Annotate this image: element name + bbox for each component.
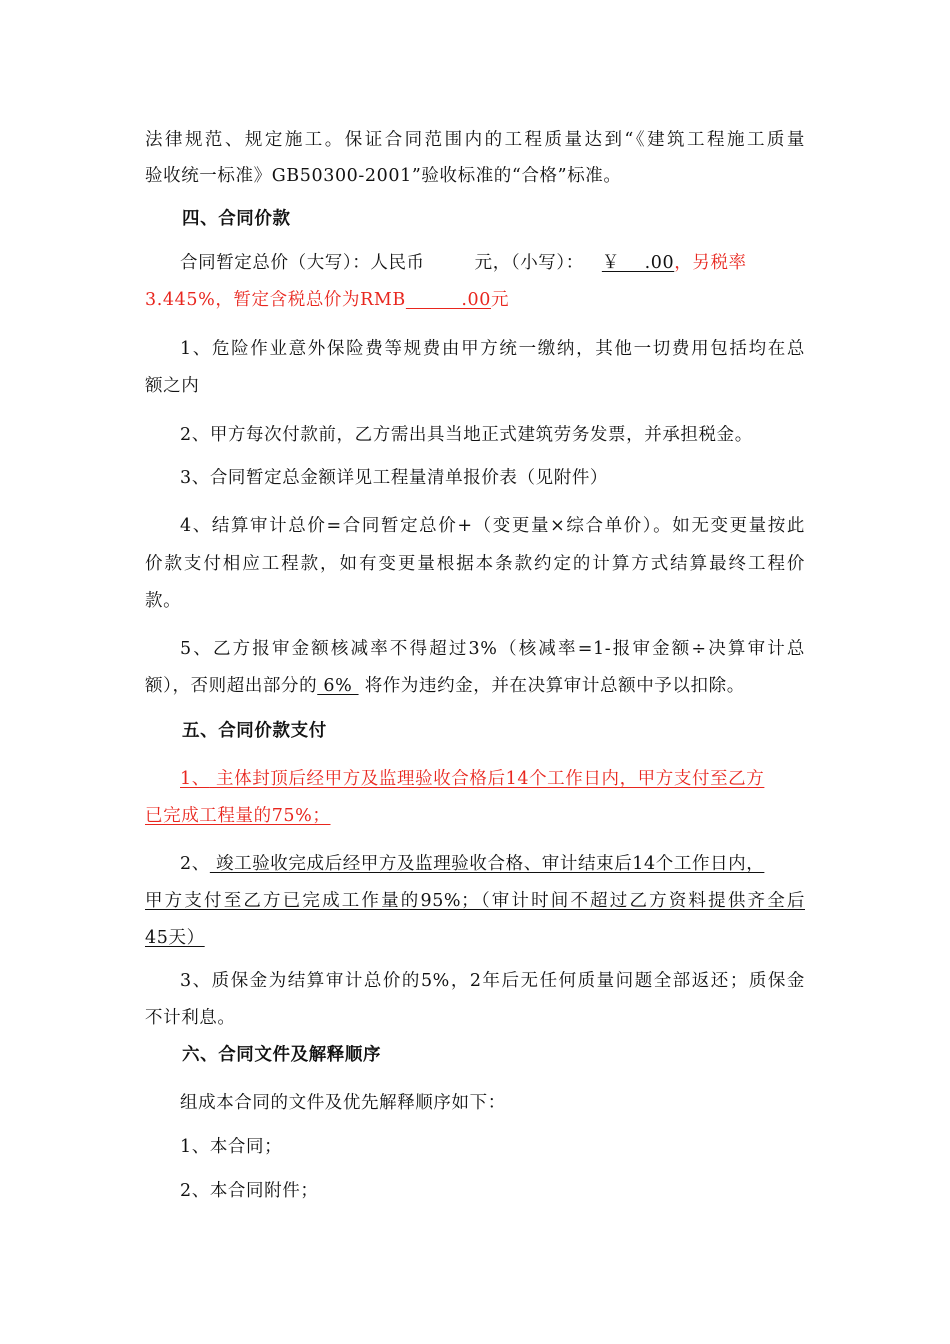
- penalty-text-b: 将作为违约金，并在决算审计总额中予以扣除。: [358, 676, 745, 696]
- tax-price-label: 3.445%，暂定含税总价为RMB: [145, 290, 406, 310]
- price-figure: ￥ .00: [601, 253, 675, 273]
- section-5-heading: 五、合同价款支付: [182, 721, 327, 741]
- s4-item-4-line-3: 款。: [145, 591, 182, 611]
- price-yuan-label: 元，（小写）：: [474, 253, 584, 273]
- contract-price-line: [180, 251, 805, 275]
- s4-item-2: 2、甲方每次付款前，乙方需出具当地正式建筑劳务发票，并承担税金。: [180, 425, 753, 445]
- section-4-heading: 四、合同价款: [182, 209, 291, 229]
- s5-item-2-text-3: 45天）: [145, 928, 205, 948]
- s5-item-1-text: 主体封顶后经甲方及监理验收合格后14个工作日内，甲方支付至乙方: [209, 769, 765, 789]
- s5-item-2-line-1: [180, 852, 805, 876]
- s4-item-3: 3、合同暂定总金额详见工程量清单报价表（见附件）: [180, 468, 609, 488]
- s4-item-1-line-1: 1、危险作业意外保险费等规费由甲方统一缴纳，其他一切费用包括均在总: [180, 339, 805, 359]
- s5-item-1-number: 1、: [180, 769, 210, 789]
- s5-item-2-line-3: [145, 926, 805, 950]
- intro-line-1: 法律规范、规定施工。保证合同范围内的工程质量达到“《建筑工程施工质量: [145, 130, 805, 150]
- s4-item-5-line-1: 5、乙方报审金额核减率不得超过3%（核减率=1-报审金额÷决算审计总: [180, 639, 805, 659]
- s5-item-2-number: 2、: [180, 854, 210, 874]
- s4-item-1-line-2: 额之内: [145, 376, 200, 396]
- s5-item-3-line-1: 3、质保金为结算审计总价的5%，2年后无任何质量问题全部返还；质保金: [180, 971, 805, 991]
- s4-item-5-line-2: [145, 674, 805, 698]
- s5-item-2-line-2: 甲方支付至乙方已完成工作量的95%；（审计时间不超过乙方资料提供齐全后: [145, 891, 805, 911]
- tax-price-figure: .00: [405, 290, 491, 310]
- s5-item-1-line-2: [145, 804, 805, 828]
- tax-price-unit: 元: [491, 290, 510, 310]
- s5-item-2-text: 竣工验收完成后经甲方及监理验收合格、审计结束后14个工作日内，: [209, 854, 765, 874]
- penalty-rate: 6%: [317, 676, 359, 696]
- s5-item-3-line-2: 不计利息。: [145, 1008, 236, 1028]
- s4-item-4-line-1: 4、结算审计总价=合同暂定总价+（变更量×综合单价）。如无变更量按此: [180, 516, 805, 536]
- s4-item-4-line-2: 价款支付相应工程款，如有变更量根据本条款约定的计算方式结算最终工程价: [145, 554, 805, 574]
- s6-intro: 组成本合同的文件及优先解释顺序如下：: [180, 1093, 506, 1113]
- price-words-label: 合同暂定总价（大写）：人民币: [180, 253, 425, 273]
- s5-item-1-line-1: [180, 767, 805, 791]
- s6-item-1: 1、本合同；: [180, 1137, 283, 1157]
- penalty-text-a: 额），否则超出部分的: [145, 676, 318, 696]
- intro-line-2: 验收统一标准》GB50300-2001”验收标准的“合格”标准。: [145, 166, 622, 186]
- s6-item-2: 2、本合同附件；: [180, 1181, 319, 1201]
- tax-rate-label: ，另税率: [674, 253, 747, 273]
- tax-price-line: [145, 288, 805, 312]
- s5-item-1-text-2: 已完成工程量的75%；: [145, 806, 331, 826]
- section-6-heading: 六、合同文件及解释顺序: [182, 1045, 382, 1065]
